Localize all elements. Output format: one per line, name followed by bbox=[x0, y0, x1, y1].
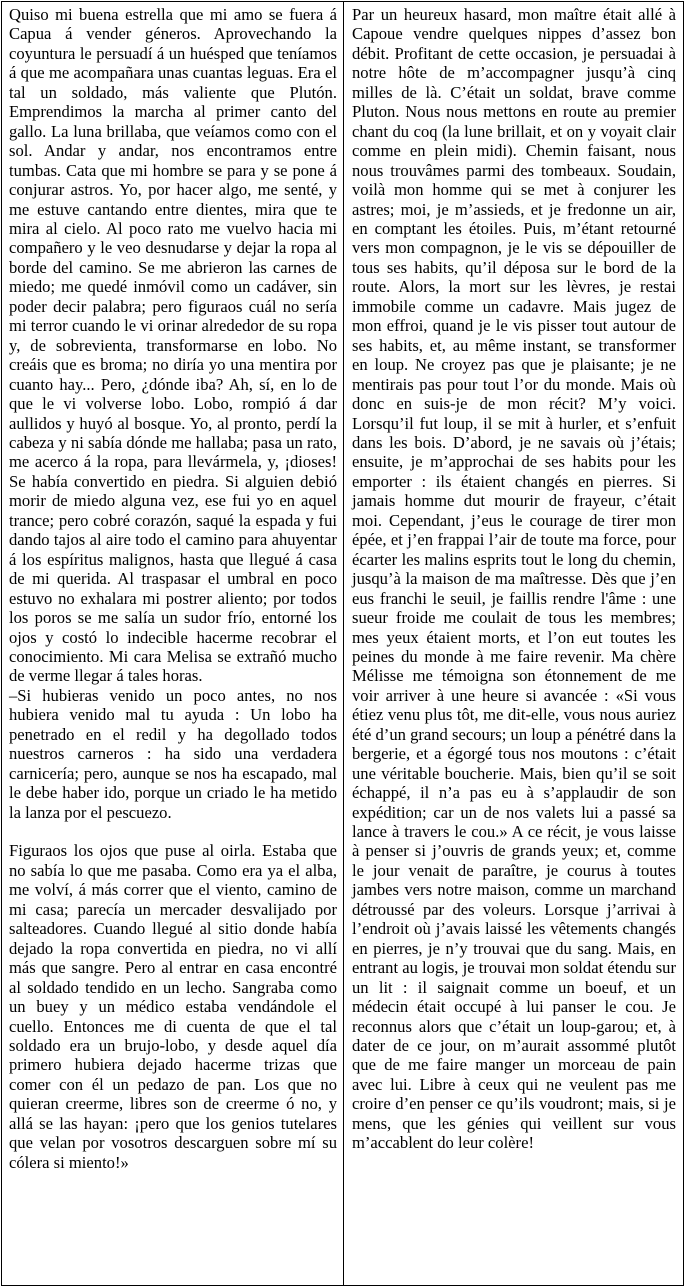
spanish-paragraph-3: Figuraos los ojos que puse al oirla. Estaba que no sabía lo que me pasaba. Como era ya el alba, me volví, á más correr que el viento, camino de mi casa; parecía un mercader desvalijado por salteadores. Cuando llegué al sitio donde había dejado la ropa convertida en piedra, no vi allí más que sangre. Pero al entrar en casa encontré al soldado tendido en un lecho. Sangraba como un buey y un médico estaba vendándole el cuello. Entonces me di cuenta de que el tal soldado era un brujo-lobo, y desde aquel día primero hubiera dejado hacerme trizas que comer con él un pedazo de pan. Los que no quieran creerme, libres son de creerme ó no, y allá se las hayan: ¡pero que los genios tutelares que velan por vosotros descarguen sobre mí su cólera si miento!» bbox=[9, 841, 337, 1172]
spanish-column bbox=[2, 2, 344, 1285]
parallel-text-table bbox=[1, 1, 684, 1286]
french-paragraph-1: Par un heureux hasard, mon maître était allé à Capoue vendre quelques nippes d’assez bon débit. Profitant de cette occasion, je persuadai à notre hôte de m’accompagner jusqu’à cinq milles de là. C’était un soldat, brave comme Pluton. Nous nous mettons en route au premier chant du coq (la lune brillait, et on y voyait clair comme en plein midi). Chemin faisant, nous nous trouvâmes parmi des tombeaux. Soudain, voilà mon homme qui se met à conjurer les astres; moi, je m’assieds, et je fredonne un air, en comptant les étoiles. Puis, m’étant retourné vers mon compagnon, je le vis se dépouiller de tous ses habits, qu’il déposa sur le bord de la route. Alors, la mort sur les lèvres, je restai immobile comme un cadavre. Mais jugez de mon effroi, quand je le vis pisser tout autour de ses habits, et, au même instant, se transformer en loup. Ne croyez pas que je plaisante; je ne mentirais pas pour tout l’or du monde. Mais où donc en suis-je de mon récit? M’y voici. Lorsqu’il fut loup, il se mit à hurler, et s’enfuit dans les bois. D’abord, je ne savais où j’étais; ensuite, je m’approchai de ses habits pour les emporter : ils étaient changés en pierres. Si jamais homme dut mourir de frayeur, c’était moi. Cependant, j’eus le courage de tirer mon épée, et j’en frappai l’air de toute ma force, pour écarter les malins esprits tout le long du chemin, jusqu’à la maison de ma maîtresse. Dès que j’en eus franchi le seuil, je faillis rendre l'âme : une sueur froide me coulait de tous les membres; mes yeux étaient morts, et l’on eut toutes les peines du monde à me faire revenir. Ma chère Mélisse me témoigna son étonnement de me voir arriver à une heure si avancée : «Si vous étiez venu plus tôt, me dit-elle, vous nous auriez été d’un grand secours; un loup a pénétré dans la bergerie, et a égorgé tous nos moutons : c’était une véritable boucherie. Mais, bien qu’il se soit échappé, il n’a pas eu à s’applaudir de son expédition; car un de nos valets lui a passé sa lance à travers le cou.» A ce récit, je vous laisse à penser si j’ouvris de grands yeux; et, comme le jour venait de paraître, je courus à toutes jambes vers notre maison, comme un marchand détroussé par des voleurs. Lorsque j’arrivai à l’endroit où j’avais laissé les vêtements changés en pierres, je n’y trouvai que du sang. Mais, en entrant au logis, je trouvai mon soldat étendu sur un lit : il saignait comme un boeuf, et un médecin était occupé à lui panser le cou. Je reconnus alors que c’était un loup-garou; et, à dater de ce jour, on m’aurait assommé plutôt que de me faire manger un morceau de pain avec lui. Libre à ceux qui ne veulent pas me croire d’en penser ce qu’ils voudront; mais, si je mens, que les génies qui veillent sur vous m’accablent do leur colère! bbox=[352, 5, 676, 1153]
spanish-paragraph-2: –Si hubieras venido un poco antes, no nos hubiera venido mal tu ayuda : Un lobo ha penetrado en el redil y ha degollado todos nuestros carneros : ha sido una verdadera carnicería; pero, aunque se nos ha escapado, mal le debe haber ido, porque un criado le ha metido la lanza por el pescuezo. bbox=[9, 685, 337, 822]
french-column bbox=[344, 2, 683, 1285]
paragraph-gap bbox=[9, 822, 337, 841]
spanish-paragraph-1: Quiso mi buena estrella que mi amo se fuera á Capua á vender géneros. Aprovechando la coyuntura le persuadí á un huésped que teníamos á que me acompañara unas cuantas leguas. Era el tal un soldado, más valiente que Plutón. Emprendimos la marcha al primer canto del gallo. La luna brillaba, que veíamos como con el sol. Andar y andar, nos encontramos entre tumbas. Cata que mi hombre se para y se pone á conjurar astros. Yo, por hacer algo, me senté, y me estuve cantando entre dientes, mira que te mira al cielo. Al poco rato me vuelvo hacia mi compañero y le veo desnudarse y dejar la ropa al borde del camino. Se me abrieron las carnes de miedo; me quedé inmóvil como un cadáver, sin poder decir palabra; pero figuraos cuál no sería mi terror cuando le vi orinar alrededor de su ropa y, de sobrevienta, transformarse en lobo. No creáis que es broma; no diría yo una mentira por cuanto hay... Pero, ¿dónde iba? Ah, sí, en lo de que le vi volverse lobo. Lobo, rompió á dar aullidos y huyó al bosque. Yo, al pronto, perdí la cabeza y ni sabía dónde me hallaba; pasa un rato, me acerco á la ropa, para llevármela, y, ¡dioses! Se había convertido en piedra. Si alguien debió morir de miedo alguna vez, ese fui yo en aquel trance; pero cobré corazón, saqué la espada y fui dando tajos al aire todo el camino para ahuyentar á los espíritus malignos, hasta que llegué á casa de mi querida. Al traspasar el umbral en poco estuvo no exhalara mi postrer aliento; por todos los poros se me salía un sudor frío, entorné los ojos y costó lo indecible hacerme recobrar el conocimiento. Mi cara Melisa se extrañó mucho de verme llegar á tales horas. bbox=[9, 5, 337, 686]
